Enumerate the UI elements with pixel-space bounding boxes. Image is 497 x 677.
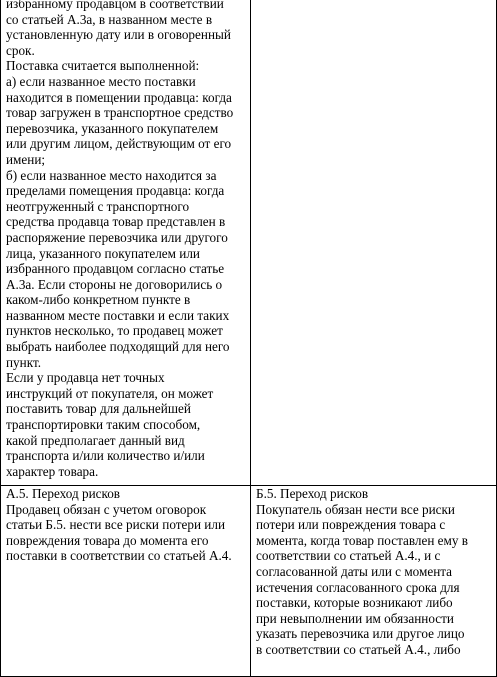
text-line: характер товара. — [6, 463, 99, 479]
text-line: момента, когда товар поставлен ему в — [256, 532, 469, 548]
text-line: транспорта и/или количество и/или — [6, 448, 205, 464]
text-line: б) если названное место находится за — [6, 167, 217, 183]
text-line: при невыполнении им обязанности — [256, 610, 454, 626]
text-line: указать перевозчика или другое лицо — [256, 626, 465, 642]
text-line: установленную дату или в оговоренный — [6, 27, 231, 43]
text-line: А.5. Переход рисков — [6, 486, 121, 501]
text-line: Б.5. Переход рисков — [256, 486, 369, 501]
text-line: Поставка считается выполненной: — [6, 58, 200, 74]
text-line: инструкций от покупателя, он может — [6, 385, 214, 401]
text-line: истечения согласованного срока для — [256, 579, 460, 595]
text-line: А.3а. Если стороны не договорились о — [6, 276, 223, 292]
text-line: поставить товар для дальнейшей — [6, 401, 191, 417]
text-line: пунктов несколько, то продавец может — [6, 323, 223, 339]
text-line: Покупатель обязан нести все риски — [256, 501, 455, 517]
text-line: поставки, которые возникают либо — [256, 595, 453, 611]
text-line: в соответствии со статьей А.4., либо — [256, 641, 461, 657]
text-line: со статьей А.3а, в названном месте в — [6, 11, 213, 27]
text-line: лица, указанного покупателем или — [6, 245, 200, 261]
text-line: согласованной даты или с момента — [256, 563, 453, 579]
text-line: избранному продавцом в соответствии — [6, 0, 224, 11]
text-line: названном месте поставки и если таких — [6, 307, 230, 323]
seller-delivery-text — [6, 0, 246, 479]
text-line: потери или повреждения товара с — [256, 517, 446, 533]
text-line: транспортировки таким способом, — [6, 417, 201, 433]
seller-risk-transfer-cell — [1, 486, 251, 677]
text-line: Продавец обязан с учетом оговорок — [6, 501, 207, 517]
text-line: выбрать наиболее подходящий для него — [6, 339, 230, 355]
text-line: избранного продавцом согласно статье — [6, 261, 225, 277]
text-line: распоряжение перевозчика или другого — [6, 229, 228, 245]
text-line: находится в помещении продавца: когда — [6, 89, 232, 105]
text-line: поставки в соответствии со статьей А.4. — [6, 548, 232, 564]
text-line: или другим лицом, действующим от его — [6, 136, 232, 152]
text-line: статьи Б.5. нести все риски потери или — [6, 517, 226, 533]
text-line: соответствии со статьей А.4., и с — [256, 548, 441, 564]
text-line: товар загружен в транспортное средство — [6, 105, 234, 121]
text-line: каком-либо конкретном пункте в — [6, 292, 191, 308]
table-row — [1, 0, 497, 486]
text-line: пункт. — [6, 354, 42, 370]
seller-delivery-cell — [1, 0, 251, 486]
table-row — [1, 486, 497, 677]
text-line: пределами помещения продавца: когда — [6, 183, 225, 199]
text-line: Если у продавца нет точных — [6, 370, 165, 386]
text-line: неотгруженный с транспортного — [6, 198, 190, 214]
text-line: средства продавца товар представлен в — [6, 214, 226, 230]
text-line: перевозчика, указанного покупателем — [6, 120, 219, 136]
text-line: повреждения товара до момента его — [6, 532, 209, 548]
buyer-risk-transfer-text — [256, 486, 492, 658]
seller-risk-transfer-text — [6, 486, 246, 564]
text-line: срок. — [6, 42, 35, 58]
text-line: какой предполагает данный вид — [6, 432, 185, 448]
buyer-delivery-cell — [251, 0, 497, 486]
buyer-risk-transfer-cell — [251, 486, 497, 677]
text-line: имени; — [6, 151, 46, 167]
text-line: а) если названное место поставки — [6, 73, 196, 89]
